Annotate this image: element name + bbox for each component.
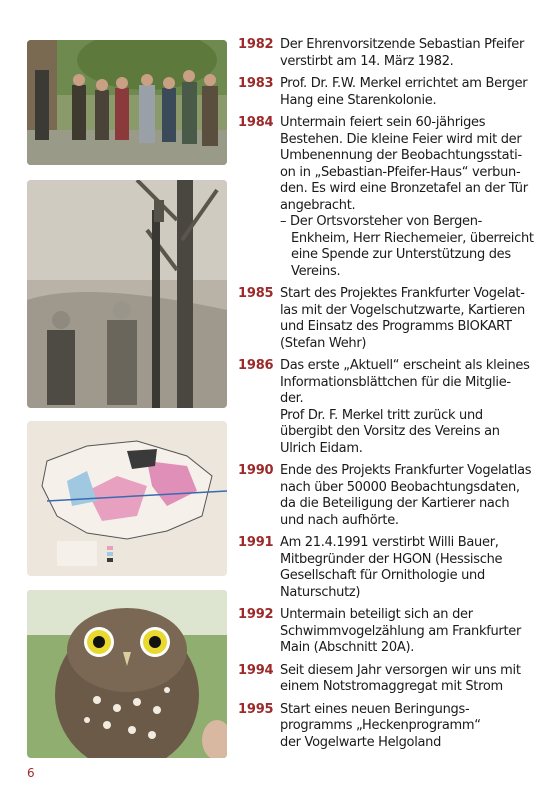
entry-line: Start eines neuen Beringungs- — [280, 701, 470, 717]
photo-bird-atlas-map — [27, 421, 227, 576]
entry-line: nach über 50000 Beobachtungsdaten, — [280, 479, 520, 495]
entry-line: Main (Abschnitt 20A). — [280, 640, 415, 655]
timeline-entry-1986 — [238, 358, 528, 457]
entry-text — [280, 607, 528, 657]
entry-line: einem Notstromaggregat mit Strom — [280, 679, 503, 694]
page-number: 6 — [27, 766, 35, 780]
entry-line: Schwimmvogelzählung am Frankfurter — [280, 623, 521, 639]
entry-line: Seit diesem Jahr versorgen wir uns mit — [280, 662, 521, 678]
entry-text — [280, 76, 528, 109]
entry-line: Mitbegründer der HGON (Hessische — [280, 551, 503, 567]
entry-line: und Einsatz des Programms BIOKART — [280, 319, 512, 334]
entry-line: Der Ehrenvorsitzende Sebastian Pfeifer — [280, 37, 524, 52]
entry-year: 1983 — [238, 76, 274, 91]
timeline-entry-1985 — [238, 286, 528, 352]
photo-little-owl — [27, 590, 227, 758]
timeline-entry-1992 — [238, 607, 528, 657]
timeline-entry-1994 — [238, 663, 528, 696]
entry-text — [280, 535, 528, 601]
entry-line: den. Es wird eine Bronzetafel an der Tür — [280, 181, 528, 196]
entry-line: Vereins. — [291, 263, 341, 279]
entry-year: 1982 — [238, 37, 274, 52]
timeline-entry-1983 — [238, 76, 528, 109]
entry-text — [280, 702, 528, 752]
photo-men-at-pole — [27, 180, 227, 408]
entry-line: Untermain beteiligt sich an der — [280, 607, 473, 622]
entry-line: on in „Sebastian-Pfeifer-Haus“ verbun- — [280, 164, 521, 180]
entry-year: 1994 — [238, 662, 274, 678]
timeline-entry-1991 — [238, 535, 528, 601]
entry-text — [280, 463, 531, 529]
entry-line: da die Beteiligung der Kartierer nach — [280, 496, 510, 511]
entry-line: Naturschutz) — [280, 584, 361, 600]
entry-line: und nach aufhörte. — [280, 512, 399, 528]
entry-text — [280, 358, 530, 457]
entry-line: angebracht. — [280, 197, 356, 213]
entry-line: der. — [280, 391, 304, 406]
entry-line: Gesellschaft für Ornithologie und — [280, 568, 485, 583]
entry-line: Untermain feiert sein 60-jähriges — [280, 115, 486, 130]
entry-year: 1990 — [238, 463, 274, 478]
chronicle-timeline — [238, 37, 534, 757]
entry-year: 1991 — [238, 535, 274, 550]
entry-line: eine Spende zur Unterstützung des — [291, 247, 511, 262]
photo-group-gathering — [27, 40, 227, 165]
entry-year: 1986 — [238, 358, 274, 373]
entry-line: Informationsblättchen für die Mitglie- — [280, 374, 511, 390]
entry-text — [280, 37, 528, 70]
entry-line: Umbenennung der Beobachtungsstati- — [280, 148, 522, 163]
timeline-entry-1990 — [238, 463, 532, 529]
timeline-entry-1984 — [238, 115, 534, 280]
entry-line: Prof. Dr. F.W. Merkel errichtet am Berger — [280, 76, 528, 91]
entry-line: – Der Ortsvorsteher von Bergen- — [280, 214, 483, 229]
entry-line: Prof Dr. F. Merkel tritt zurück und — [280, 407, 483, 423]
entry-line: Das erste „Aktuell“ erscheint als kleines — [280, 358, 530, 373]
entry-text — [280, 663, 528, 696]
entry-line: Bestehen. Die kleine Feier wird mit der — [280, 131, 522, 147]
entry-line: Am 21.4.1991 verstirbt Willi Bauer, — [280, 535, 499, 550]
entry-year: 1984 — [238, 115, 274, 130]
entry-year: 1985 — [238, 286, 274, 301]
entry-text — [280, 115, 534, 280]
entry-line: (Stefan Wehr) — [280, 335, 367, 351]
entry-line: Hang eine Starenkolonie. — [280, 92, 437, 108]
entry-year: 1995 — [238, 701, 274, 717]
entry-text — [280, 286, 528, 352]
entry-line: übergibt den Vorsitz des Vereins an — [280, 424, 500, 439]
entry-line: verstirbt am 14. März 1982. — [280, 53, 454, 69]
timeline-entry-1982 — [238, 37, 528, 70]
entry-line: Ende des Projekts Frankfurter Vogelatlas — [280, 463, 532, 478]
entry-line: Start des Projektes Frankfurter Vogelat- — [280, 286, 525, 301]
entry-line: Enkheim, Herr Riechemeier, überreicht — [291, 230, 534, 246]
entry-line: der Vogelwarte Helgoland — [280, 734, 442, 750]
entry-line: programms „Heckenprogramm“ — [280, 718, 481, 733]
entry-line: Ulrich Eidam. — [280, 440, 363, 456]
entry-year: 1992 — [238, 607, 274, 622]
timeline-entry-1995 — [238, 702, 528, 752]
entry-line: las mit der Vogelschutzwarte, Kartieren — [280, 302, 525, 318]
